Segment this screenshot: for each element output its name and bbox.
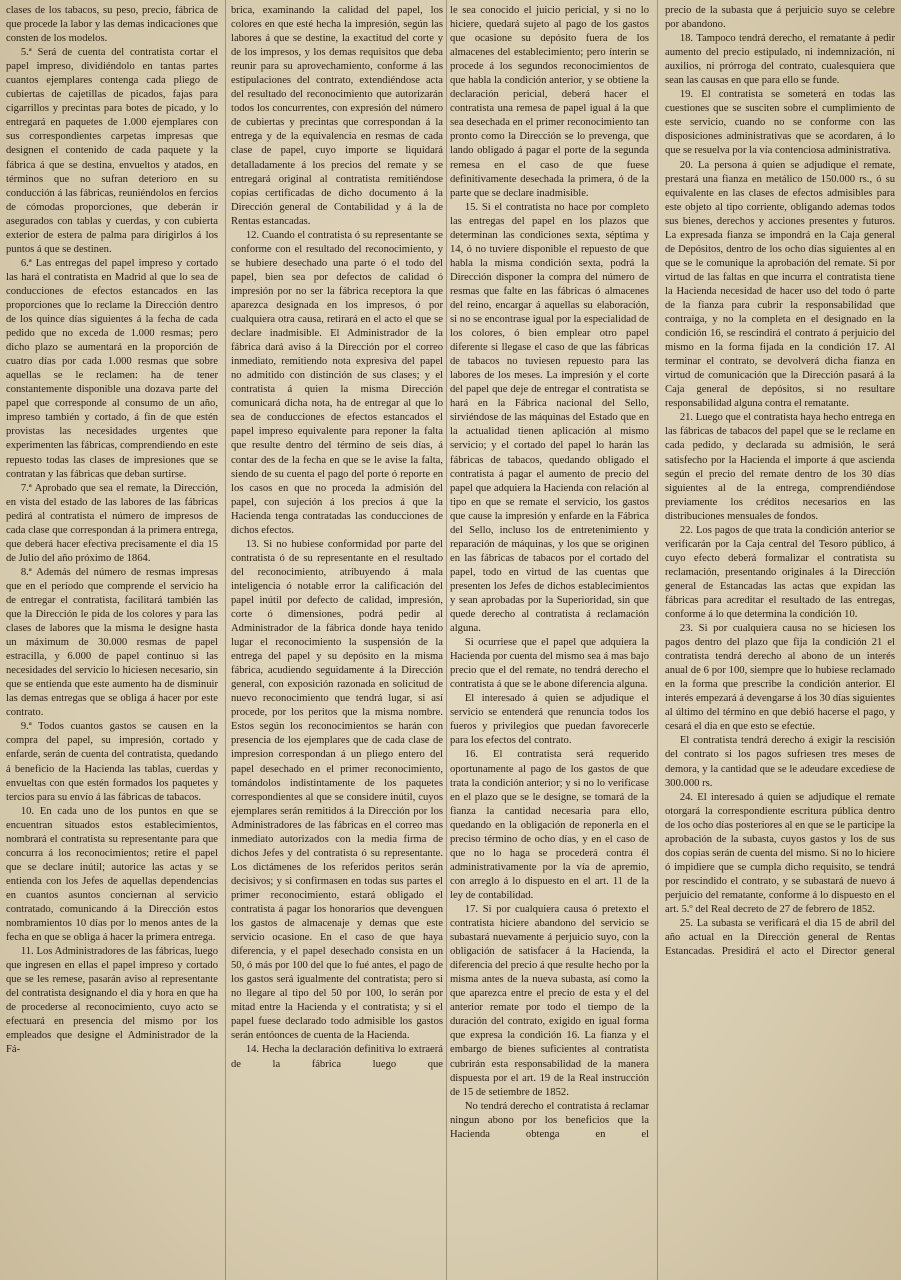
paragraph: 12. Cuando el contratista ó su representante se conforme con el resultado del reconocimiento, y se hubiere desechado una parte ó el todo del papel, bien sea por defectos de calidad ó impresión por no ser la fábrica receptora la que aparezca designada en los impresos, ó por cualquiera otra causa, retirará en el acto el que se declare inadmisible. El Administrador de la fábrica dará aviso á la Dirección por el correo inmediato, remitiendo nota expresiva del papel no admitido con distinción de sus clases; y el contratista á quien la misma Dirección comunicará dicha nota, ha de entregar al que lo sea de conducciones de efectos estancados el papel impreso equivalente para reponer la falta que resulte dentro del término de seis días, á contar des de la fecha en que se le avise la falta, siendo de su cuenta el pago del porte ó reporte en los casos en que no proceda la admisión del papel, con sujeción á los precios á que la Hacienda tenga contratadas las conducciones de dichos efectos. <box>231 229 443 536</box>
text-column-3 <box>450 4 649 1276</box>
paragraph: 22. Los pagos de que trata la condición anterior se verificarán por la Caja central del Tesoro público, á cuyo efecto deberá formalizar el contratista su reclamación, presentando originales á la Dirección general de Estancadas las actas que expidan las fábricas para acreditar el resultado de las entregas, conforme á lo que determina la condición 10. <box>665 524 895 621</box>
paragraph: 24. El interesado á quien se adjudique el remate otorgará la correspondiente escritura pública dentro de los ocho días posteriores al en que se le participe la aprobación de la subasta, cuyos gastos y los de sus dos copias serán de cuenta del mismo. Si no lo hiciere ó impidiere que se cumpla dicho requisito, se tendrá por rescindido el contrato, y se subastará de nuevo á perjuicio del rematante, conforme á lo dispuesto en el art. 5.º del Real decreto de 27 de febrero de 1852. <box>665 791 895 915</box>
paragraph: 9.ª Todos cuantos gastos se causen en la compra del papel, su impresión, cortado y enfarde, serán de cuenta del contratista, quedando á beneficio de la Hacienda las tablas, cuerdas y envueltas con que estén formados los paquetes y tercios para su envío á las fábricas de tabacos. <box>6 721 218 803</box>
column-rule <box>446 0 447 1280</box>
text-column-2 <box>231 4 443 1276</box>
paragraph: 21. Luego que el contratista haya hecho entrega en las fábricas de tabacos del papel que se le reclame en cada pedido, y declarada su admisión, le será satisfecho por la Hacienda el importe á que ascienda según el precio del remate dentro de los 30 días siguientes al de la entrega, comprendiéndose previamente los créditos necesarios en las distribuciones mensuales de fondos. <box>665 412 895 522</box>
text-column-4 <box>665 4 895 1276</box>
paragraph: 7.ª Aprobado que sea el remate, la Dirección, en vista del estado de las labores de las fábricas pedirá al contratista el número de impresos de cada clase que correspondan á la primera entrega, que deberá hacer efectiva precisamente el dia 15 de Julio del año próximo de 1864. <box>6 482 218 564</box>
paragraph: 13. Si no hubiese conformidad por parte del contratista ó de su representante en el resultado del reconocimiento, atribuyendo á mala inteligencia ó notable error la calificación del papel inútil por defecto de calidad, impresión, corte ó dimensiones, podrá pedir al Administrador de la fábrica donde haya tenido lugar el reconocimiento la suspensión de la entrega del papel y su depósito en la misma fábrica, acudiendo seguidamente á la Dirección general, con exposición razonada en solicitud de nuevo reconocimiento que tendrá lugar, si así procede, por los peritos que la misma nombre. Estos según los reconocimientos se harán con presencia de los ejemplares que de cada clase de impresion correspondan á un pliego entero del papel desechado en el primer reconocimiento, tomándolos indistintamente de los paquetes correspondientes al que se considere inútil, cuyos ejemplares serán remitidos á la Dirección por los Administradores de las fábricas en el correo mas inmediato autorizados con la media firma de dichos Jefes y del contratista ó su representante. Los dictámenes de los referidos peritos serán decisivos; y si confirmasen en todas sus partes el primer reconocimiento, estará obligado el contratista á pagar los honorarios que devenguen los gastos de almacenaje y demas que este servicio ocasione. En el caso de que haya diferencia, y el papel desechado consista en un 50, ó más por 100 del que lo fué antes, el pago de los gastos será igualmente del contratista; pero si no llegare al tipo del 50 por 100, lo serán por mitad entre la Hacienda y el contratista; y si el papel fuese declarado todo admisible los gastos serán entóonces de cuenta de la Hacienda. <box>231 538 443 1042</box>
paragraph: clases de los tabacos, su peso, precio, fábrica de que procede la labor y las demas indicaciones que consten de los modelos. <box>6 5 218 45</box>
paragraph: 6.ª Las entregas del papel impreso y cortado las hará el contratista en Madrid al que lo sea de conducciones de efectos estancados en las proporciones que lo reclame la Dirección dentro de los quince días siguientes á la fecha de cada pedido que no exceda de 1.000 resmas; pero dicho plazo se aumentará en la proporción de cuatro días por cada 1.000 resmas que sobre aquellas se le reclamen: ha de tener constantemente disponible una dozava parte del papel que corresponde al consumo de un año, impreso también y cortado, á fin de que estén provistas las necesidades urgentes que experimenten las fábricas, comprendiendo en este repuesto todas las clases de impresiones que se contratan y las fábricas que deban surtirse. <box>6 257 218 480</box>
paragraph: 19. El contratista se someterá en todas las cuestiones que se susciten sobre el cumplimiento de este servicio, cuando no se conforme con las disposiciones administrativas que se acordaren, á lo que se resuelva por la vía contenciosa administrativa. <box>665 89 895 157</box>
paragraph: 25. La subasta se verificará el dia 15 de abril del año actual en la Dirección general de Rentas Estancadas. Presidirá el acto el Director general <box>665 918 895 958</box>
paragraph: 10. En cada uno de los puntos en que se encuentran situados estos establecimientos, nombrará el contratista su representante para que concurra á los reconocimientos; retire el papel que se declare inútil; autorice las actas y se entienda con los Jefes de aquellas dependencias en cuantos asuntos conciernan al servicio contratado, comunicando á la Dirección estos nombramientos 10 días por lo menos antes de la fecha en que se obliga á hacer la primera entrega. <box>6 805 218 944</box>
paragraph: le sea conocido el juicio pericial, y si no lo hiciere, quedará sujeto al pago de los gastos que ocasione su depósito fuera de los almacenes del establecimiento; pero ínterin se procede á los segundos reconocimientos de que habla la condición anterior, y se obtiene la declaración pericial, deberá hacer el contratista una remesa de papel igual á la que sea desechada en el primer reconocimiento tan pronto como la Dirección se lo prevenga, que lando obligado á pagar el porte de la segunda remesa en el caso de que fuese definitivamente desechada la primera, ó de la parte que se declare inadmisible. <box>450 5 649 199</box>
column-rule <box>225 0 226 1280</box>
paragraph: 20. La persona á quien se adjudique el remate, prestará una fianza en metálico de 150.000 rs., ó su equivalente en las clases de efectos admisibles para este objeto al tipo corriente, obligando ademas todos sus bienes, derechos y acciones presentes y futuros. La expresada fianza se impondrá en la Caja general de Depósitos, dentro de los ocho días siguientes al en que se le comunique la aprobación del remate. Si por virtud de las faltas en que incurra el contratista tiene la Hacienda necesidad de hacer uso del todo ó parte de la fianza para cubrir la responsabilidad que contraiga, y no la completa en el designado en la condición 16, se rescindirá el contrato á perjuicio del mismo en la forma fijada en la condición 17. Al terminar el contrato, se devolverá dicha fianza en virtud de comunicación que la Dirección pasará á la Caja general de depósitos, si no resultare responsabilidad alguna contra el rematante. <box>665 159 895 410</box>
text-column-1 <box>6 4 218 1276</box>
paragraph: brica, examinando la calidad del papel, los colores en que esté hecha la impresión, según las labores á que se destine, la exactitud del corte y de los impresos, y los demas requisitos que deba reunir para su aprovechamiento, conforme á las estipulaciones del contrato, extendiéndose acta del resultado del reconocimiento que autorizarán todos los concurrentes, con expresión del número de cubiertas y precintas que correspondan á la entrega y de la equivalencia en resmas de cada clase de papel, cuyo importe se liquidará detalladamente á los precios del remate y se entregará original al contratista remitiéndose copias certificadas de dicho documento á la Dirección general de Contabilidad y á la de Rentas estancadas. <box>231 5 443 227</box>
paragraph: 11. Los Administradores de las fábricas, luego que ingresen en ellas el papel impreso y cortado que se les remese, pasarán aviso al representante del contratista designando el dia y hora en que ha de procederse al reconocimiento, cuyo acto se efectuará en presencia del mismo por los empleados que designe el Administrador de la Fá- <box>6 946 218 1056</box>
paragraph: 8.ª Además del número de resmas impresas que en el período que comprende el servicio ha de entregar el contratista, facilitará también las que la Dirección le pida de los colores y para las clases de labores que la misma le designe hasta un máximum de 30.000 resmas de papel estracilla, y 6.000 de papel continuo si las necesidades del servicio lo hiciesen necesario, sin que se entienda que este aumento ha de disminuir las demas entregas que se obliga á hacer por este contrato. <box>6 566 218 719</box>
paragraph: 23. Si por cualquiera causa no se hiciesen los pagos dentro del plazo que fija la condición 21 el contratista tendrá derecho al abono de un interés anual de 6 por 100, siempre que lo hubiese reclamado en la forma que prescribe la condición anterior. El interés empezará á devengarse á los 30 días siguientes al último del término en que debió hacerse el pago, y cesará el dia en que esto se efectúe. <box>665 623 895 733</box>
paragraph: precio de la subasta que á perjuicio suyo se celebre por abandono. <box>665 5 895 31</box>
paragraph: 15. Si el contratista no hace por completo las entregas del papel en los plazos que determinan las condiciones sexta, séptima y 14, ó no tuviere disponible el repuesto de que habla la misma condición sexta, podrá la Dirección disponer la compra del número de resmas que falte en las fábricas ó almacenes del reino, encargar á aquellas su elaboración, si no se encontrase igual por la especialidad de los colores, ó bien emplear otro papel diferente si llegase el caso de que las fábricas de tabacos no tuviesen repuesto para las labores de los meses. La impresión y el corte del papel que deje de entregar el contratista se hará en la Fábrica nacional del Sello, sirviéndose de las máquinas del Estado que en la actualidad tienen aplicación al mismo servicio; y el cortado del papel lo harán las fábricas de tabacos, quedando obligado el contratista á pagar el aumento de precio del papel que adquiera la Hacienda con relación al tipo en que se remate el servicio, los gastos que cause la impresión y enfarde en la Fábrica del Sello, incluso los de entretenimiento y reparación de máquinas, y los que se originen en las fábricas de tabacos por el cortado del papel, todo en virtud de las cuentas que presenten los Jefes de dichos establecimientos y sean aprobadas por la Superioridad, sin que quede derecho al contratista á reclamación alguna. <box>450 201 649 635</box>
paragraph: 17. Si por cualquiera causa ó pretexto el contratista hiciere abandono del servicio se subastará nuevamente á perjuicio suyo, con la obligación de satisfacer á la Hacienda, la diferencia del precio á que resulte hecho por la misma antes de la nueva subasta, así como la que aparezca entre el precio de esta y el del anterior remate por todo el tiempo de la duración del contrato, exigido en igual forma que expresa la condición 16. La fianza y el embargo de bienes suficientes al contratista cubrirán esta responsabilidad de la manera dispuesta por el art. 19 de la Real instrucción de 15 de setiembre de 1852. <box>450 904 649 1098</box>
paragraph: Si ocurriese que el papel que adquiera la Hacienda por cuenta del mismo sea á mas bajo precio que el del remate, no tendrá derecho el contratista á que se le abone diferencia alguna. <box>450 637 649 691</box>
paragraph: 5.ª Será de cuenta del contratista cortar el papel impreso, dividiéndolo en tantas partes cuantos ejemplares contenga cada pliego de cubiertas de cajetillas de picados, fajas para cigarrillos y precintas para botes de picado, y lo entregará en paquetes de 1.000 ejemplares con sus correspondientes carpetas impresas que designen el contenido de cada paquete y la fábrica á que se destina, envueltos y atados, en términos que no sufran deterioro en su conducción á las fábricas, reuniéndolos en fercios de cómodas proporciones, que deberán ir asegurados con tablas y cuerdas, y con cubierta exterior de estera de palma para dirigirlos á los puntos á que se destinen. <box>6 47 218 255</box>
paragraph: No tendrá derecho el contratista á reclamar ningun abono por los beneficios que la Hacienda obtenga en el <box>450 1100 649 1140</box>
paragraph: El interesado á quien se adjudique el servicio se entenderá que renuncia todos los fueros y privilegios que puedan favorecerle para los efectos del contrato. <box>450 693 649 747</box>
paragraph: 16. El contratista será requerido oportunamente al pago de los gastos de que trata la condición anterior; y si no lo verificase en el plazo que se le designe, se tomará de la fianza la cantidad necesaria para ello, quedando en la obligación de reponerla en el preciso término de ocho días, y en el caso de que no lo haga se procederá contra él administrativamente por la vía de apremio, con arreglo á lo dispuesto en el art. 11 de la ley de contabilidad. <box>450 749 649 901</box>
column-rule <box>657 0 658 1280</box>
paragraph: 18. Tampoco tendrá derecho, el rematante á pedir aumento del precio estipulado, ni indemnización, ni auxilios, ni prórroga del contrato, cualesquiera que sean las causas en que para ello se funde. <box>665 33 895 87</box>
paragraph: El contratista tendrá derecho á exigir la rescisión del contrato si los pagos sufriesen tres meses de demora, y la cantidad que se le adeudare excediese de 300.000 rs. <box>665 735 895 789</box>
paragraph: 14. Hecha la declaración definitiva lo extraerá de la fábrica luego que <box>231 1044 443 1070</box>
